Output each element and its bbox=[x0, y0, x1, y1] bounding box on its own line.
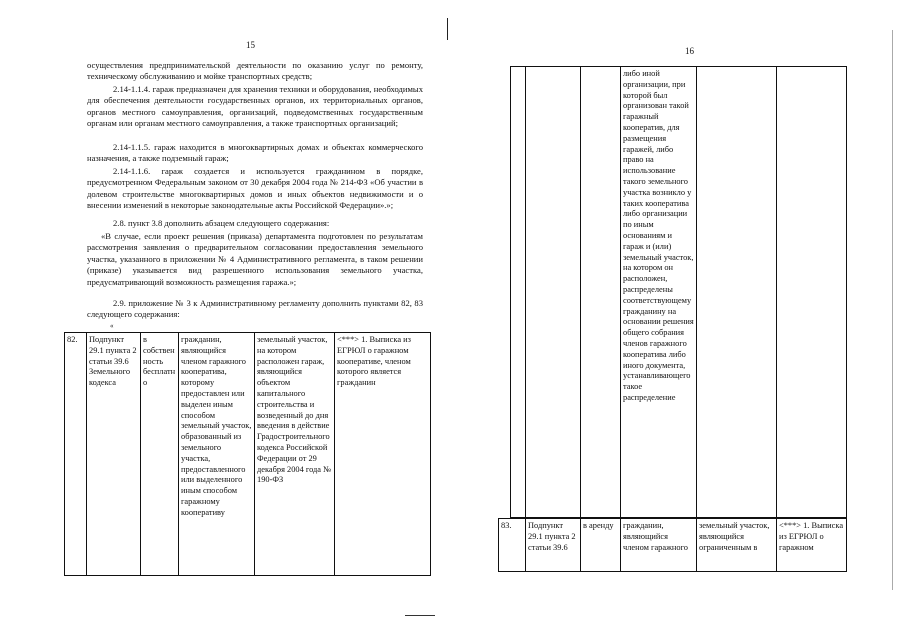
page-number: 15 bbox=[246, 40, 255, 50]
page-16 bbox=[455, 0, 905, 640]
cell-num bbox=[511, 67, 526, 518]
paragraph-6: «В случае, если проект решения (приказа) департамента подготовлен по результатам рассмотрения заявления о предварительном согласовании предоставления земельного участка, указанного в приложении № 4 Административного регламента, в таком решении (приказе) указывается вид разрешенного использования земельного участка, предусматривающий возможность размещения гаража.»; bbox=[87, 231, 423, 287]
cell-basis: Подпункт 29.1 пункта 2 статьи 39.6 bbox=[526, 519, 581, 572]
paragraph-1: осуществления предпринимательской деятельности по оказанию услуг по ремонту, техническому обслуживанию и мойке транспортных средств; bbox=[87, 60, 423, 82]
cell-object: земельный участок, являющийся ограниченным в bbox=[697, 519, 777, 572]
binding-mark bbox=[447, 18, 448, 40]
paragraph-4: 2.14-1.1.6. гараж создается и используется гражданином в порядке, предусмотренном Федеральным законом от 30 декабря 2004 года № 214-ФЗ «Об участии в долевом строительстве многоквартирных домов и иных объектов недвижимости и о внесении изменений в некоторые законодательные акты Российской Федерации».»; bbox=[87, 166, 423, 211]
cell-applicant-continued: либо иной организации, при которой был организован такой гаражный кооператив, для размещения гаражей, либо право на использование такого земельного участка возникло у таких кооператива либо организации по иным основаниям и гараж и (или) земельный участок, на котором он расположен, распределены соответствующему гражданину на основании решения общего собрания членов гаражного кооператива либо иного документа, устанавливающего такое распределение bbox=[621, 67, 697, 518]
cell-applicant: гражданин, являющийся членом гаражного кооператива, которому предоставлен или выделен иным способом земельный участок, образованный из земельного участка, предоставленного или выделенного иным способом гаражному кооперативу bbox=[179, 333, 255, 576]
table-continuation bbox=[510, 66, 847, 518]
cell-right: в аренду bbox=[581, 519, 621, 572]
paragraph-5: 2.8. пункт 3.8 дополнить абзацем следующего содержания: bbox=[113, 218, 330, 228]
cell-right: в собственность бесплатно bbox=[141, 333, 179, 576]
cell-docs bbox=[777, 67, 847, 518]
cell-right bbox=[581, 67, 621, 518]
cell-basis bbox=[526, 67, 581, 518]
cell-basis: Подпункт 29.1 пункта 2 статьи 39.6 Земельного кодекса bbox=[87, 333, 141, 576]
table-row-83 bbox=[498, 518, 847, 572]
cell-docs: <***> 1. Выписка из ЕГРЮЛ о гаражном bbox=[777, 519, 847, 572]
open-quote: « bbox=[110, 322, 114, 330]
page-number: 16 bbox=[685, 46, 694, 56]
paragraph-3: 2.14-1.1.5. гараж находится в многоквартирных домах и объектах коммерческого назначения, а также подземный гараж; bbox=[87, 142, 423, 164]
cell-num: 83. bbox=[499, 519, 526, 572]
scan-mark bbox=[405, 615, 435, 616]
cell-num: 82. bbox=[65, 333, 87, 576]
page-15 bbox=[0, 0, 450, 640]
cell-object bbox=[697, 67, 777, 518]
cell-docs: <***> 1. Выписка из ЕГРЮЛ о гаражном кооперативе, членом которого является гражданин bbox=[335, 333, 431, 576]
paragraph-7: 2.9. приложение № 3 к Административному регламенту дополнить пунктами 82, 83 следующего содержания: bbox=[87, 298, 423, 320]
table-row-82 bbox=[64, 332, 431, 576]
cell-applicant: гражданин, являющийся членом гаражного bbox=[621, 519, 697, 572]
paragraph-2: 2.14-1.1.4. гараж предназначен для хранения техники и оборудования, необходимых для обеспечения деятельности государственных органов, их территориальных органов, органов местного самоуправления, организаций, подведомственных государственным органам или органам местного самоуправления, а также транспортных организаций; bbox=[87, 84, 423, 129]
cell-object: земельный участок, на котором расположен гараж, являющийся объектом капитального строительства и возведенный до дня введения в действие Градостроительного кодекса Российской Федерации от 29 декабря 2004 года № 190-ФЗ bbox=[255, 333, 335, 576]
